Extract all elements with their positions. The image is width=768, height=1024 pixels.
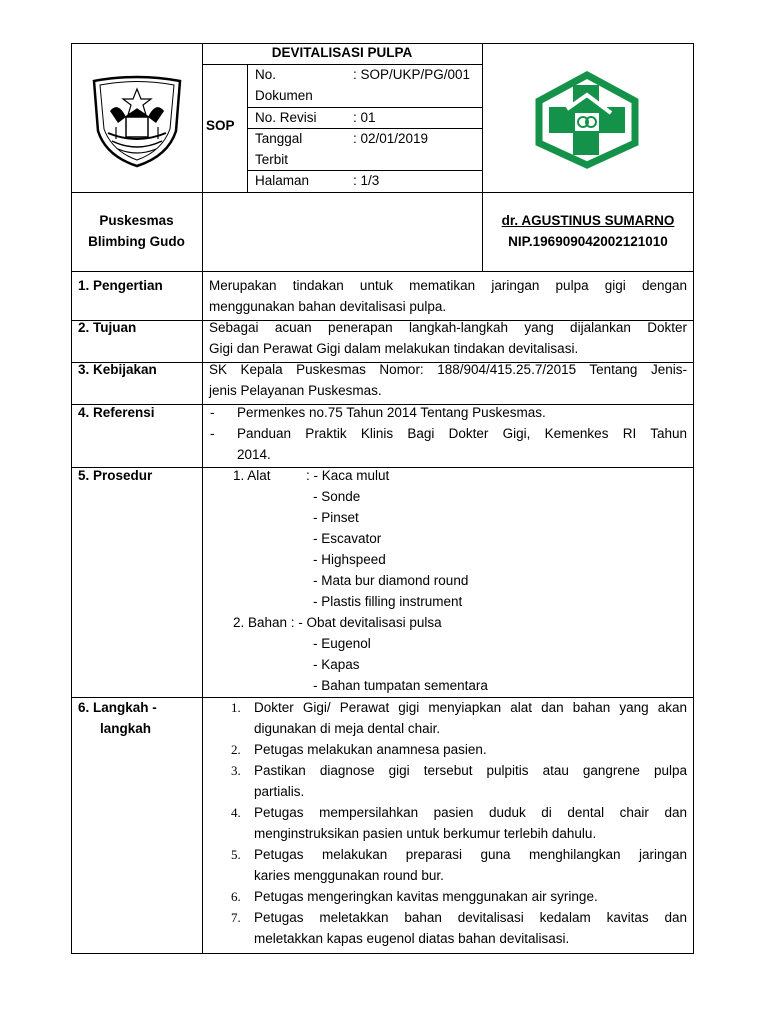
doc-number-label-2: Dokumen [255, 88, 313, 103]
step-text: Dokter Gigi/ Perawat gigi menyiapkan alat dan bahan yang akan [254, 700, 687, 715]
page-label: Halaman [255, 173, 310, 188]
section-label-referensi: 4. Referensi [78, 405, 155, 420]
border [202, 43, 203, 271]
step-number: 1. [231, 700, 241, 715]
border [693, 43, 694, 954]
regional-emblem-icon [88, 71, 186, 169]
section-label-kebijakan: 3. Kebijakan [78, 362, 157, 377]
step-text: Petugas melakukan preparasi guna menghilangkan jaringan [254, 847, 687, 862]
referensi-item-2: Panduan Praktik Klinis Bagi Dokter Gigi, Kemenkes RI Tahun [237, 426, 687, 441]
dash-bullet: - [210, 405, 215, 420]
doc-number-value: : SOP/UKP/PG/001 [353, 67, 471, 82]
document-title: DEVITALISASI PULPA [271, 45, 413, 60]
tujuan-text: Sebagai acuan penerapan langkah-langkah yang dijalankan Dokter [209, 320, 687, 335]
tujuan-text-2: Gigi dan Perawat Gigi dalam melakukan tindakan devitalisasi. [209, 341, 579, 356]
referensi-item-2b: 2014. [237, 447, 271, 462]
step-number: 2. [231, 742, 241, 757]
revision-label: No. Revisi [255, 110, 317, 125]
dash-bullet: - [210, 426, 215, 441]
alat-item: - Escavator [313, 531, 382, 546]
border [71, 192, 694, 193]
bahan-item: - Kapas [313, 657, 360, 672]
section-label-prosedur: 5. Prosedur [78, 468, 153, 483]
bahan-heading: 2. Bahan : - Obat devitalisasi pulsa [233, 615, 442, 630]
section-label-langkah: 6. Langkah - [78, 700, 157, 715]
step-text: Petugas mengeringkan kavitas menggunakan air syringe. [254, 889, 598, 904]
revision-value: : 01 [353, 110, 376, 125]
step-text: Petugas melakukan anamnesa pasien. [254, 742, 487, 757]
org-name-2: Blimbing Gudo [88, 234, 185, 249]
doc-number-label: No. [255, 67, 277, 82]
alat-item: - Mata bur diamond round [313, 573, 469, 588]
border [202, 271, 203, 954]
step-text-cont: menginstruksikan pasien untuk berkumur terlebih dahulu. [254, 826, 597, 841]
step-text-cont: partialis. [254, 784, 305, 799]
step-number: 7. [231, 910, 241, 925]
page-value: : 1/3 [353, 173, 380, 188]
border [71, 271, 694, 272]
step-number: 5. [231, 847, 241, 862]
alat-item: - Pinset [313, 510, 359, 525]
border [71, 953, 694, 954]
kebijakan-text-2: jenis Pelayanan Puskesmas. [209, 383, 382, 398]
pengertian-text-2: menggunakan bahan devitalisasi pulpa. [209, 299, 447, 314]
bahan-item: - Bahan tumpatan sementara [313, 678, 488, 693]
alat-first-item: : - Kaca mulut [306, 468, 390, 483]
border [71, 43, 72, 954]
alat-item: - Plastis filling instrument [313, 594, 463, 609]
step-number: 4. [231, 805, 241, 820]
step-text: Pastikan diagnose gigi tersebut pulpitis atau gangrene pulpa [254, 763, 687, 778]
alat-item: - Sonde [313, 489, 361, 504]
org-name: Puskesmas [99, 213, 174, 228]
issue-date-value: : 02/01/2019 [353, 131, 429, 146]
issue-date-label-2: Terbit [255, 152, 289, 167]
issue-date-label: Tanggal [255, 131, 303, 146]
alat-item: - Highspeed [313, 552, 386, 567]
step-text-cont: karies menggunakan round bur. [254, 868, 444, 883]
step-text-cont: digunakan di meja dental chair. [254, 721, 441, 736]
step-number: 3. [231, 763, 241, 778]
bahan-item: - Eugenol [313, 636, 371, 651]
puskesmas-cross-logo-icon [531, 71, 643, 169]
referensi-item-1: Permenkes no.75 Tahun 2014 Tentang Puskesmas. [237, 405, 546, 420]
step-text-cont: meletakkan kapas eugenol diatas bahan devitalisasi. [254, 931, 570, 946]
signer-nip: NIP.196909042002121010 [508, 234, 668, 249]
sop-label: SOP [206, 118, 235, 133]
step-text: Petugas mempersilahkan pasien duduk di dental chair dan [254, 805, 687, 820]
alat-heading: 1. Alat [233, 468, 271, 483]
section-label-tujuan: 2. Tujuan [78, 320, 137, 335]
sop-document [71, 43, 694, 954]
kebijakan-text: SK Kepala Puskesmas Nomor: 188/904/415.25.7/2015 Tentang Jenis- [209, 362, 687, 377]
section-label-langkah-2: langkah [100, 721, 152, 736]
signer-name: dr. AGUSTINUS SUMARNO [501, 213, 675, 228]
pengertian-text: Merupakan tindakan untuk mematikan jaringan pulpa gigi dengan [209, 278, 687, 293]
section-label-pengertian: 1. Pengertian [78, 278, 163, 293]
step-number: 6. [231, 889, 241, 904]
step-text: Petugas meletakkan bahan devitalisasi kedalam kavitas dan [254, 910, 687, 925]
